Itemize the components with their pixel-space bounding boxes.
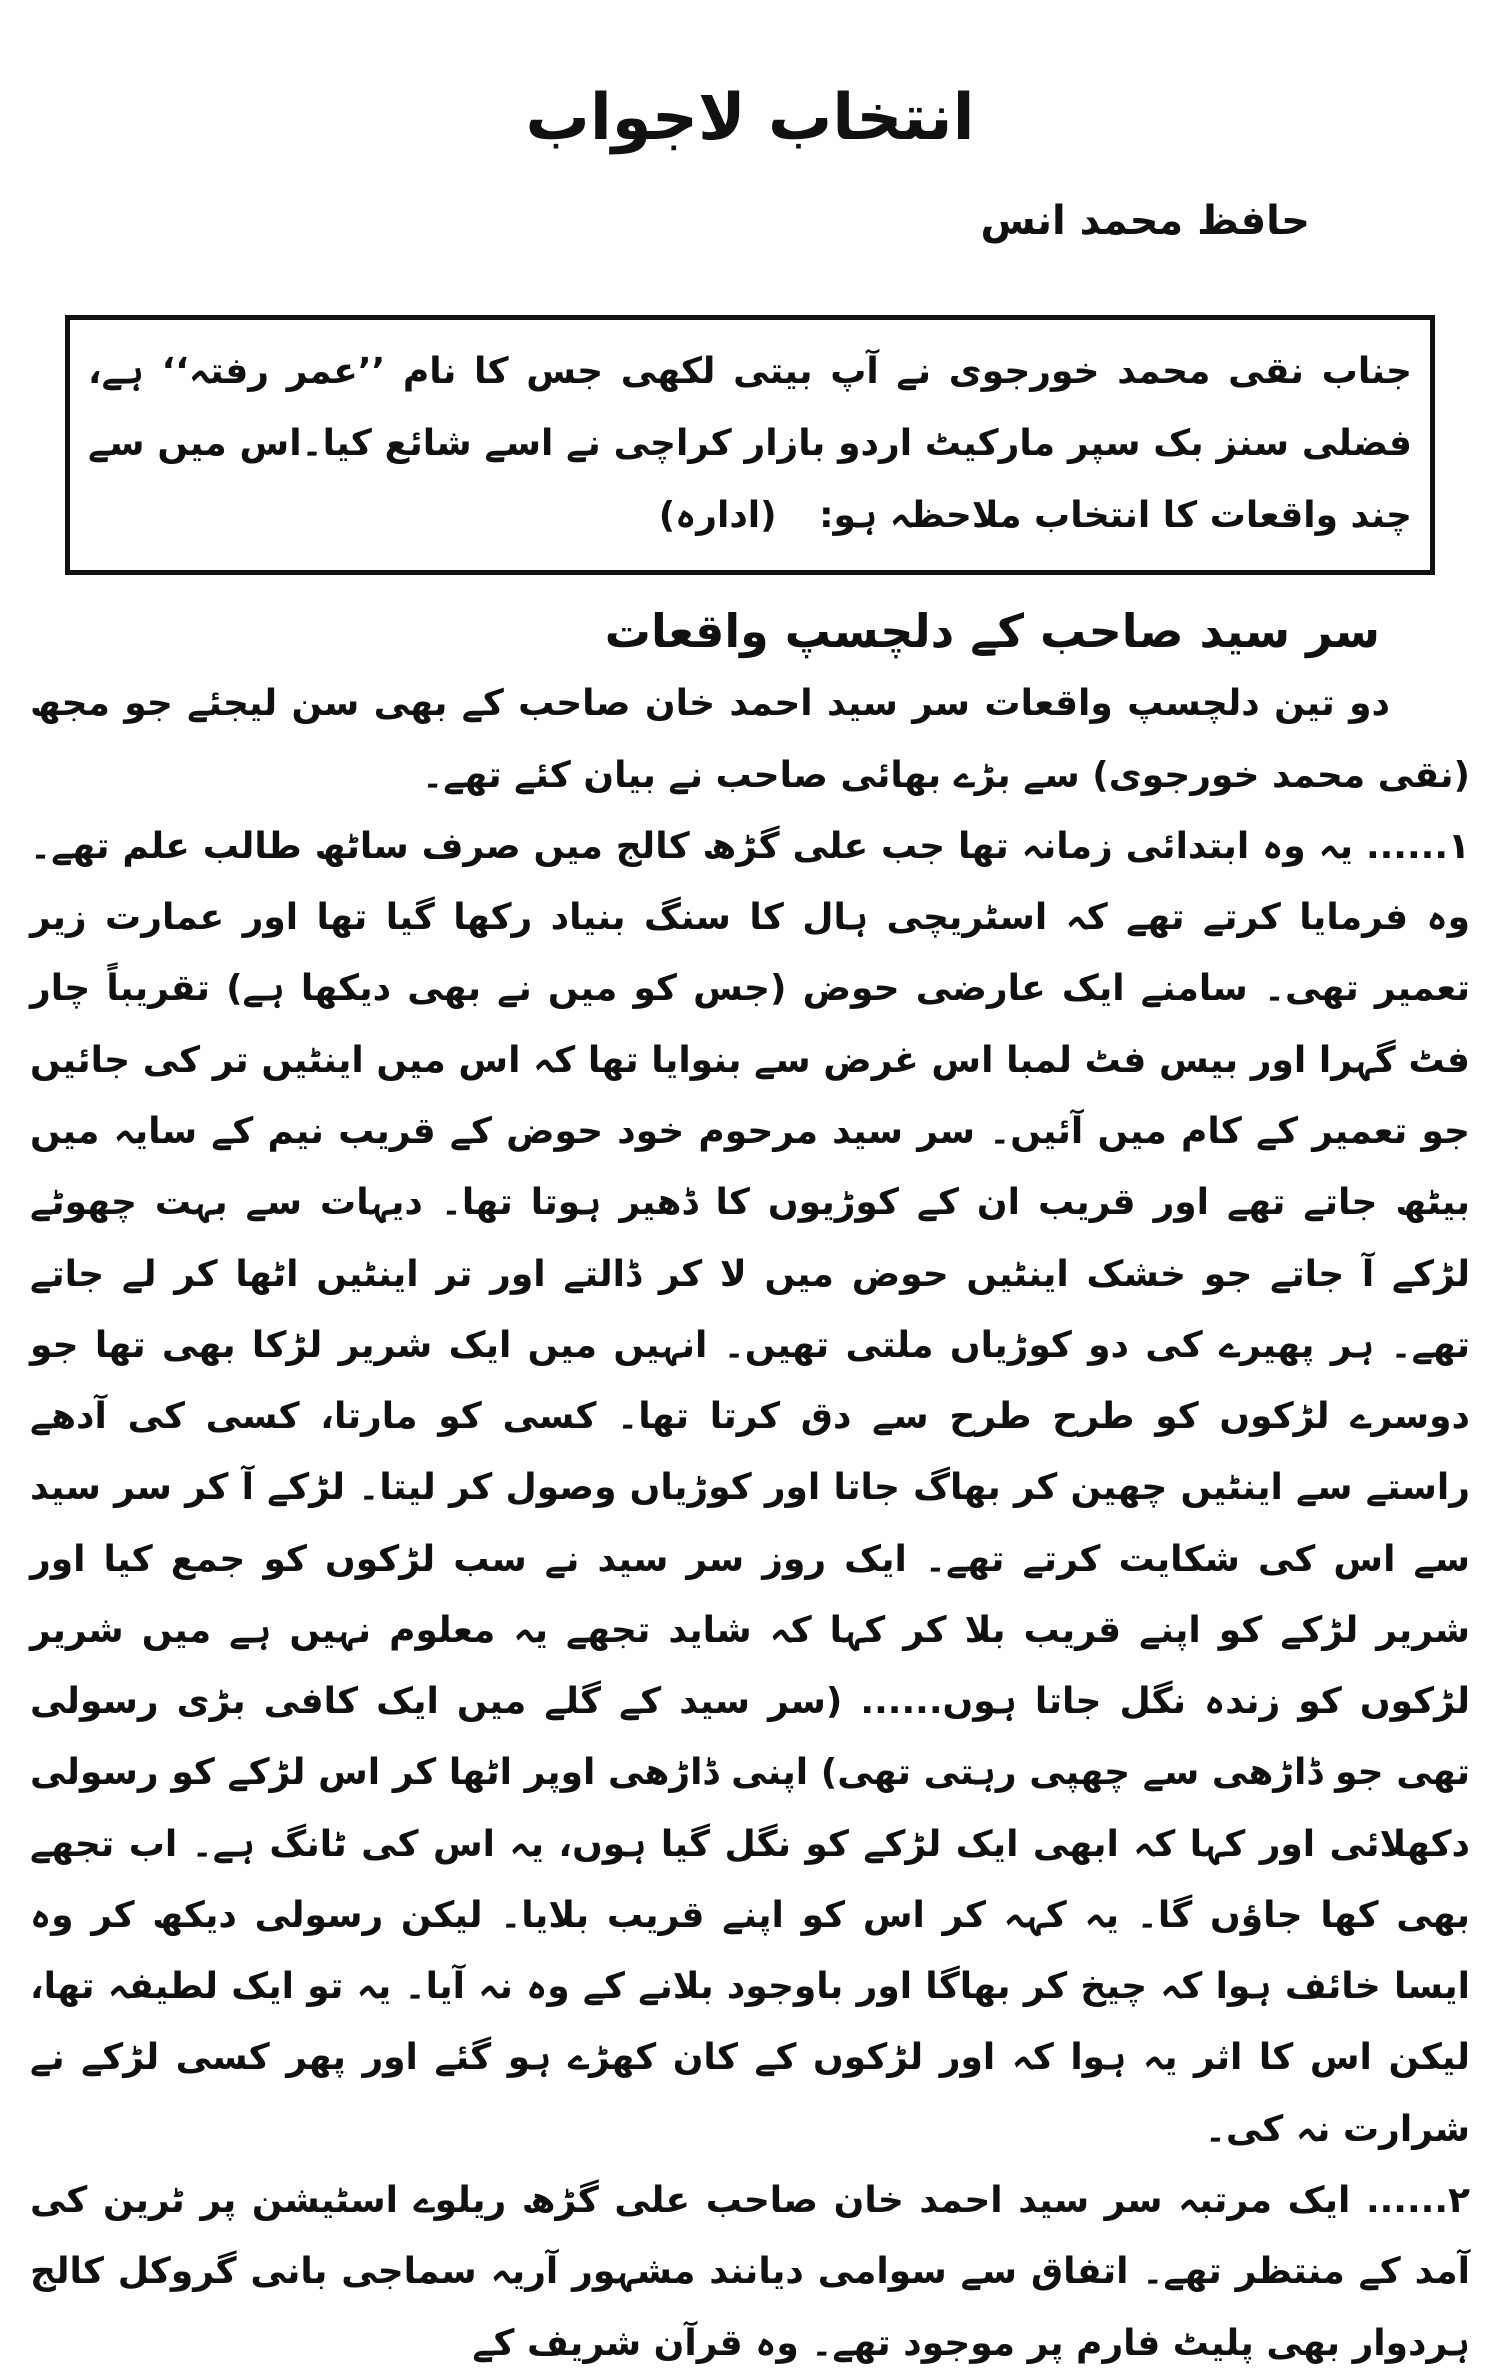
intro-box: [65, 315, 1435, 575]
section-heading: سر سید صاحب کے دلچسپ واقعات: [604, 603, 1380, 658]
intro-credit: (ادارہ): [658, 494, 777, 536]
intro-text: جناب نقی محمد خورجوی نے آپ بیتی لکھی جس کا نام ’’عمر رفتہ‘‘ ہے، فضلی سنز بک سپر مارکیٹ اردو بازار کراچی نے اسے شائع کیا۔اس میں سے چند واقعات کا انتخاب ملاحظہ ہو:: [88, 350, 1412, 536]
paragraph-2: [30, 2165, 1470, 2379]
paragraph-1: [30, 811, 1470, 2165]
paragraph-1-text: یہ وہ ابتدائی زمانہ تھا جب علی گڑھ کالج میں صرف ساٹھ طالب علم تھے۔ وہ فرمایا کرتے تھے کہ اسٹریچی ہال کا سنگ بنیاد رکھا گیا تھا اور عمارت زیر تعمیر تھی۔ سامنے ایک عارضی حوض (جس کو میں نے بھی دیکھا ہے) تقریباً چار فٹ گہرا اور بیس فٹ لمبا اس غرض سے بنوایا تھا کہ اس میں اینٹیں تر کی جائیں جو تعمیر کے کام میں آئیں۔ سر سید مرحوم خود حوض کے قریب نیم کے سایہ میں بیٹھ جاتے تھے اور قریب ان کے کوڑیوں کا ڈھیر ہوتا تھا۔ دیہات سے بہت چھوٹے لڑکے آ جاتے جو خشک اینٹیں حوض میں لا کر ڈالتے اور تر اینٹیں اٹھا کر لے جاتے تھے۔ ہر پھیرے کی دو کوڑیاں ملتی تھیں۔ انہیں میں ایک شریر لڑکا بھی تھا جو دوسرے لڑکوں کو طرح طرح سے دق کرتا تھا۔ کسی کو مارتا، کسی کی آدھے راستے سے اینٹیں چھین کر بھاگ جاتا اور کوڑیاں وصول کر لیتا۔ لڑکے آ کر سر سید سے اس کی شکایت کرتے تھے۔ ایک روز سر سید نے سب لڑکوں کو جمع کیا اور شریر لڑکے کو اپنے قریب بلا کر کہا کہ شاید تجھے یہ معلوم نہیں ہے میں شریر لڑکوں کو زندہ نگل جاتا ہوں...... (سر سید کے گلے میں ایک کافی بڑی رسولی تھی جو ڈاڑھی سے چھپی رہتی تھی) اپنی ڈاڑھی اوپر اٹھا کر اس لڑکے کو رسولی دکھلائی اور کہا کہ ابھی ایک لڑکے کو نگل گیا ہوں، یہ اس کی ٹانگ ہے۔ اب تجھے بھی کھا جاؤں گا۔ یہ کہہ کر اس کو اپنے قریب بلایا۔ لیکن رسولی دیکھ کر وہ ایسا خائف ہوا کہ چیخ کر بھاگا اور باوجود بلانے کے وہ نہ آیا۔ یہ تو ایک لطیفہ تھا، لیکن اس کا اثر یہ ہوا کہ اور لڑکوں کے کان کھڑے ہو گئے اور پھر کسی لڑکے نے شرارت نہ کی۔: [30, 825, 1470, 2150]
paragraph-intro: دو تین دلچسپ واقعات سر سید احمد خان صاحب کے بھی سن لیجئے جو مجھ (نقی محمد خورجوی) سے بڑے بھائی صاحب نے بیان کئے تھے۔: [30, 683, 1470, 796]
article-title: انتخاب لاجواب: [525, 81, 975, 155]
paragraph-1-number: ۱......: [1365, 825, 1470, 867]
author-name: حافظ محمد انس: [980, 197, 1310, 244]
paragraph-2-number: ۲......: [1365, 2179, 1470, 2221]
paragraph-2-text: ایک مرتبہ سر سید احمد خان صاحب علی گڑھ ریلوے اسٹیشن پر ٹرین کی آمد کے منتظر تھے۔ اتفاق سے سوامی دیانند مشہور آریہ سماجی بانی گروکل کالج ہردوار بھی پلیٹ فارم پر موجود تھے۔ وہ قرآن شریف کے: [30, 2179, 1470, 2364]
